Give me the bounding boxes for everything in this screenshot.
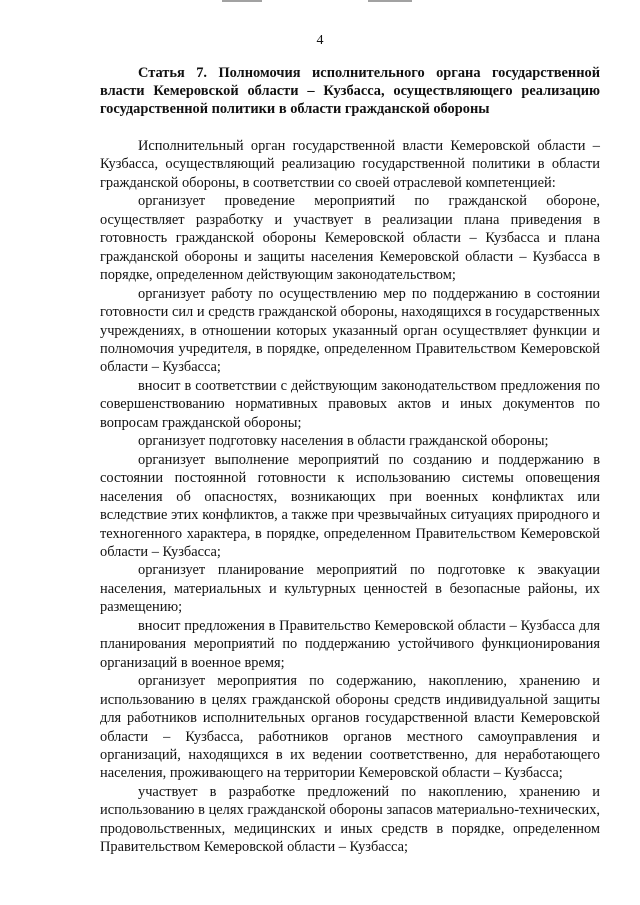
paragraph: вносит предложения в Правительство Кемеровской области – Кузбасса для планирования мероприятий по поддержанию устойчивого функционирования организаций в военное время; — [100, 617, 600, 671]
paragraph: вносит в соответствии с действующим законодательством предложения по совершенствованию нормативных правовых актов и иных документов по вопросам гражданской обороны; — [100, 377, 600, 431]
paragraph: участвует в разработке предложений по накоплению, хранению и использованию в целях гражданской обороны запасов материально-технических, продовольственных, медицинских и иных средств в порядке, определенном Правительством Кемеровской области – Кузбасса; — [100, 783, 600, 856]
article-heading: Статья 7. Полномочия исполнительного органа государственной власти Кемеровской области – Кузбасса, осуществляющего реализацию государственной политики в области гражданской обороны — [100, 65, 600, 117]
page-number: 4 — [316, 33, 324, 48]
paragraph: организует работу по осуществлению мер по поддержанию в состоянии готовности сил и средств гражданской обороны, находящихся в государственных учреждениях, в отношении которых указанный орган осуществляет функции и полномочия учредителя, в порядке, определенном Правительством Кемеровской области – Кузбасса; — [100, 285, 600, 376]
paragraph: организует выполнение мероприятий по созданию и поддержанию в состоянии постоянной готовности к использованию системы оповещения населения об опасностях, возникающих при военных конфликтах или вследствие этих конфликтов, а также при чрезвычайных ситуациях природного и техногенного характера, в порядке, определенном Правительством Кемеровской области – Кузбасса; — [100, 451, 600, 560]
paragraph: организует проведение мероприятий по гражданской обороне, осуществляет разработку и участвует в реализации плана приведения в готовность гражданской обороны Кемеровской области – Кузбасса и плана гражданской обороны и защиты населения Кемеровской области – Кузбасса в порядке, определенном действующим законодательством; — [100, 193, 600, 284]
scan-edge-marks — [0, 0, 640, 6]
paragraph: Исполнительный орган государственной власти Кемеровской области – Кузбасса, осуществляющий реализацию государственной политики в области гражданской обороны, в соответствии со своей отраслевой компетенцией: — [100, 138, 600, 191]
paragraph: организует подготовку населения в области гражданской обороны; — [138, 433, 549, 450]
paragraph: организует мероприятия по содержанию, накоплению, хранению и использованию в целях гражданской обороны средств индивидуальной защиты для работников исполнительных органов государственной власти Кемеровской области – Кузбасса, работников органов местного самоуправления и организаций, находящихся в их ведении соответственно, для неработающего населения, проживающего на территории Кемеровской области – Кузбасса; — [100, 673, 600, 782]
paragraph: организует планирование мероприятий по подготовке к эвакуации населения, материальных и культурных ценностей в безопасные районы, их размещению; — [100, 562, 600, 616]
article-body — [100, 137, 600, 857]
